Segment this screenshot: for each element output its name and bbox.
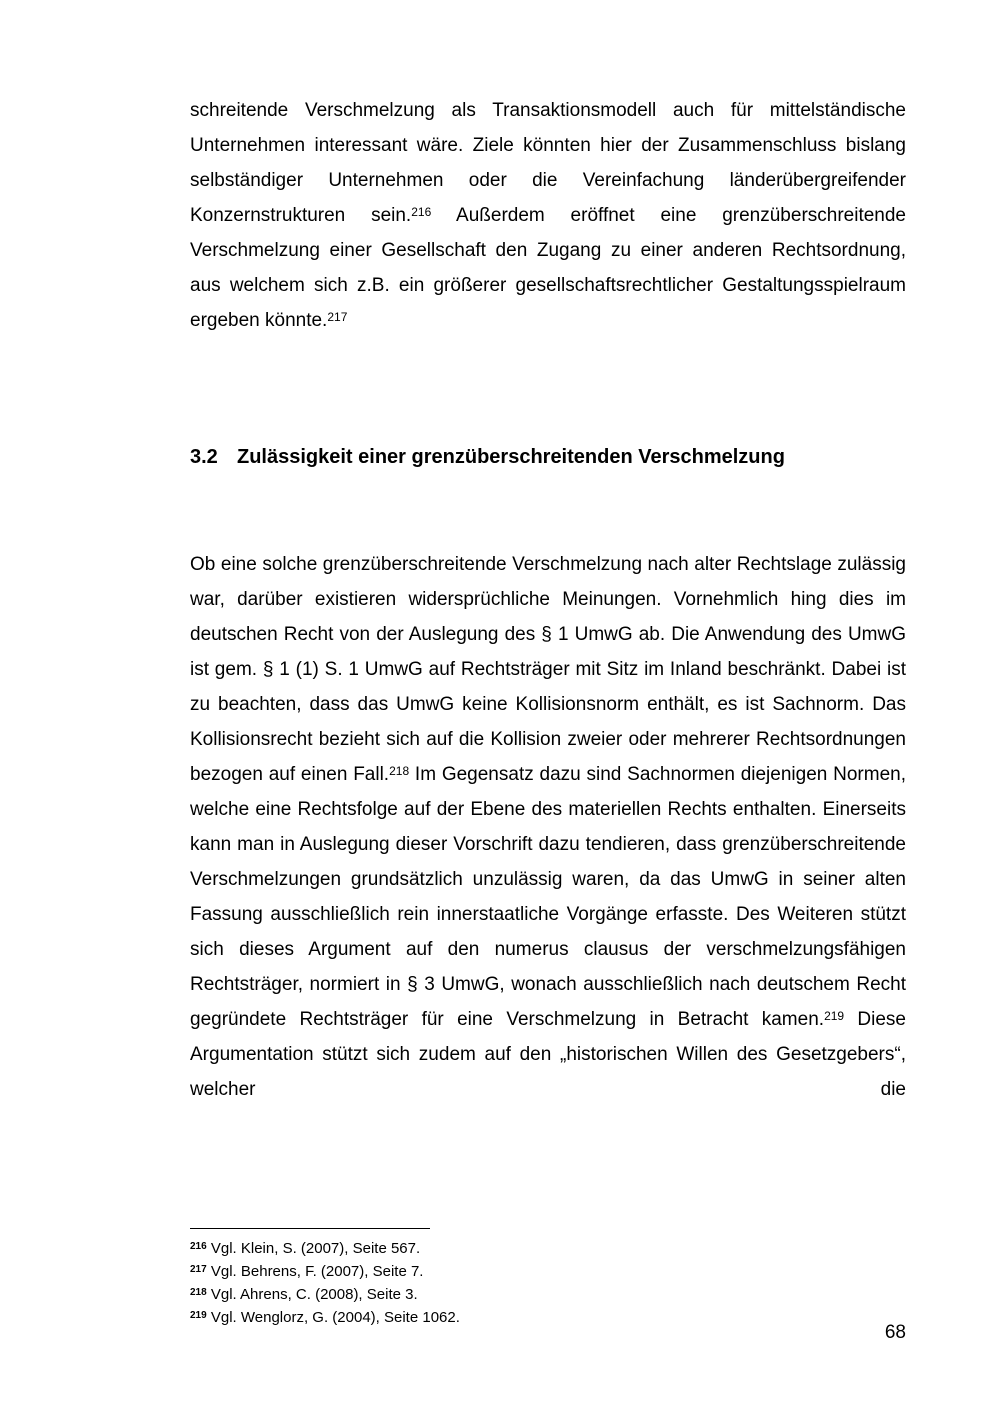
footnote-number: 217 bbox=[190, 1264, 207, 1275]
footnote-separator-rule bbox=[190, 1228, 430, 1229]
paragraph-text: Außerdem eröffnet eine grenzüberschreitende Verschmelzung einer Gesellschaft den Zugang zu einer anderen Rechtsordnung, aus welchem sich z.B. ein größerer gesellschaftsrechtlicher Gestaltungsspielraum ergeben könnte. bbox=[190, 205, 906, 331]
footnote-reference-216: 216 bbox=[411, 204, 432, 219]
section-number: 3.2 bbox=[190, 446, 218, 468]
footnote-text: Vgl. Behrens, F. (2007), Seite 7. bbox=[210, 1263, 424, 1280]
footnote-reference-217: 217 bbox=[327, 309, 348, 324]
footnote bbox=[190, 1260, 906, 1283]
page-number: 68 bbox=[884, 1322, 906, 1343]
footnote-text: Vgl. Ahrens, C. (2008), Seite 3. bbox=[210, 1286, 418, 1303]
footnote bbox=[190, 1283, 906, 1306]
section-heading bbox=[190, 443, 906, 471]
footnotes-section bbox=[190, 1228, 906, 1329]
footnote-text: Vgl. Klein, S. (2007), Seite 567. bbox=[210, 1240, 421, 1257]
footnote-text: Vgl. Wenglorz, G. (2004), Seite 1062. bbox=[210, 1309, 460, 1326]
footnote-reference-219: 219 bbox=[824, 1008, 845, 1023]
paragraph-continuation bbox=[190, 93, 906, 338]
paragraph-text: Diese Argumentation stützt sich zudem auf den „historischen Willen des Gesetzgebers“, welcher die bbox=[190, 1009, 906, 1100]
paragraph-text: schreitende Verschmelzung als Transaktionsmodell auch für mittelständische Unternehmen interessant wäre. Ziele könnten hier der Zusammenschluss bislang selbständiger Unternehmen oder die Vereinfachung länderübergreifender Konzernstrukturen sein. bbox=[190, 100, 906, 226]
paragraph-body bbox=[190, 547, 906, 1107]
footnote-reference-218: 218 bbox=[389, 763, 410, 778]
footnote bbox=[190, 1237, 906, 1260]
paragraph-text: Im Gegensatz dazu sind Sachnormen diejenigen Normen, welche eine Rechtsfolge auf der Ebene des materiellen Rechts enthalten. Einerseits kann man in Auslegung dieser Vorschrift dazu tendieren, dass grenzüberschreitende Verschmelzungen grundsätzlich unzulässig waren, da das UmwG in seiner alten Fassung ausschließlich rein innerstaatliche Vorgänge erfasste. Des Weiteren stützt sich dieses Argument auf den numerus clausus der verschmelzungsfähigen Rechtsträger, normiert in § 3 UmwG, wonach ausschließlich nach deutschem Recht gegründete Rechtsträger für eine Verschmelzung in Betracht kamen. bbox=[190, 764, 906, 1030]
footnote-number: 216 bbox=[190, 1241, 207, 1252]
paragraph-text: Ob eine solche grenzüberschreitende Verschmelzung nach alter Rechtslage zulässig war, darüber existieren widersprüchliche Meinungen. Vornehmlich hing dies im deutschen Recht von der Auslegung des § 1 UmwG ab. Die Anwendung des UmwG ist gem. § 1 (1) S. 1 UmwG auf Rechtsträger mit Sitz im Inland beschränkt. Dabei ist zu beachten, dass das UmwG keine Kollisionsnorm enthält, es ist Sachnorm. Das Kollisionsrecht bezieht sich auf die Kollision zweier oder mehrerer Rechtsordnungen bezogen auf einen Fall. bbox=[190, 554, 906, 785]
footnote-number: 218 bbox=[190, 1287, 207, 1298]
footnote-number: 219 bbox=[190, 1310, 207, 1321]
section-title: Zulässigkeit einer grenzüberschreitenden Verschmelzung bbox=[237, 446, 785, 468]
